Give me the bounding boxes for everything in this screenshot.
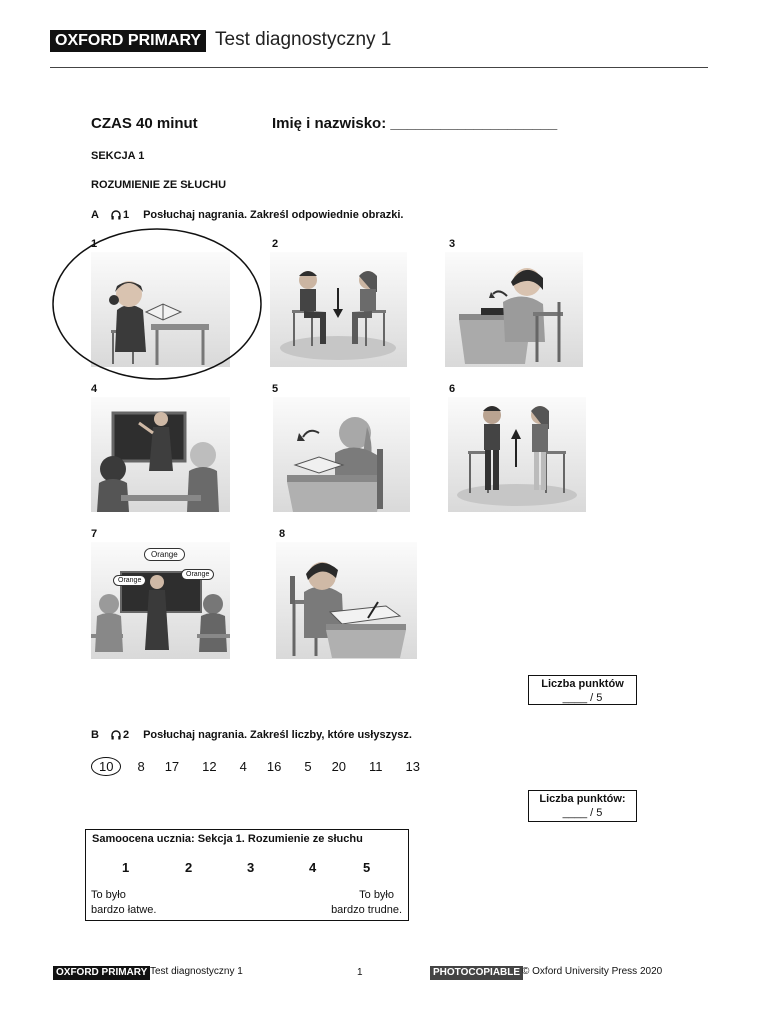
score-value: ____ / 5 [562, 692, 603, 704]
number-item: 17 [164, 759, 180, 774]
picture-number: 4 [91, 383, 98, 395]
number-item: 4 [239, 759, 247, 774]
number-item: 5 [304, 759, 312, 774]
time-label: CZAS 40 minut [91, 115, 198, 132]
photocopiable-badge: PHOTOCOPIABLE [430, 966, 523, 980]
answer-circle-picture-1 [50, 226, 266, 384]
number-item-circled: 10 [91, 757, 121, 776]
picture-boy-writing [276, 542, 417, 659]
picture-number: 8 [279, 528, 286, 540]
picture-number: 1 [91, 238, 98, 250]
headphones-icon [111, 210, 121, 220]
scale-option[interactable]: 1 [122, 860, 130, 875]
number-item: 20 [331, 759, 347, 774]
task-a-letter: A [91, 209, 99, 221]
page-title: Test diagnostyczny 1 [215, 29, 392, 50]
task-b-track: 2 [122, 729, 130, 741]
copyright: © Oxford University Press 2020 [522, 966, 663, 977]
picture-number: 5 [272, 383, 279, 395]
score-box-a [528, 675, 637, 705]
picture-number: 6 [449, 383, 456, 395]
number-item: 13 [405, 759, 421, 774]
number-item: 11 [369, 759, 383, 774]
task-a-instruction: Posłuchaj nagrania. Zakreśl odpowiednie obrazki. [143, 209, 404, 221]
task-b-letter: B [91, 729, 99, 741]
self-assessment-box [85, 829, 409, 921]
footer-title: Test diagnostyczny 1 [150, 966, 243, 977]
picture-closing-book [445, 252, 583, 367]
speech-bubble: Orange [113, 575, 146, 586]
picture-standing-up [448, 397, 586, 512]
picture-opening-book [273, 397, 410, 512]
speech-bubble: Orange [181, 569, 214, 580]
picture-teacher-at-board [91, 397, 230, 512]
hard-label-line2: bardzo trudne. [331, 904, 402, 916]
picture-saying-orange [91, 542, 230, 659]
picture-number: 3 [449, 238, 456, 250]
score-label: Liczba punktów: [539, 793, 626, 805]
picture-sitting-down [270, 252, 407, 367]
hard-label-line1: To było [359, 889, 394, 901]
section-title: ROZUMIENIE ZE SŁUCHU [91, 179, 227, 191]
score-label: Liczba punktów [541, 678, 624, 690]
task-b-instruction: Posłuchaj nagrania. Zakreśl liczby, które usłyszysz. [143, 729, 412, 741]
number-item: 8 [137, 759, 145, 774]
score-value: ____ / 5 [562, 807, 603, 819]
brand-label: OXFORD PRIMARY [50, 30, 206, 52]
picture-number: 7 [91, 528, 98, 540]
easy-label-line2: bardzo łatwe. [91, 904, 157, 916]
section-label: SEKCJA 1 [91, 150, 145, 162]
scale-option[interactable]: 4 [309, 860, 317, 875]
number-item: 16 [266, 759, 282, 774]
score-box-b [528, 790, 637, 822]
scale-option[interactable]: 3 [247, 860, 255, 875]
task-b-instruction-row [91, 729, 412, 741]
footer-brand: OXFORD PRIMARY [53, 966, 150, 980]
number-item: 12 [202, 759, 217, 774]
scale-option[interactable]: 2 [185, 860, 193, 875]
page-number: 1 [357, 967, 363, 978]
name-field-label: Imię i nazwisko: ____________________ [272, 115, 558, 132]
number-list [91, 757, 420, 776]
speech-bubble: Orange [144, 548, 185, 561]
headphones-icon [111, 730, 121, 740]
self-assessment-title: Samoocena ucznia: Sekcja 1. Rozumienie ze słuchu [92, 833, 363, 845]
picture-number: 2 [272, 238, 279, 250]
task-a-instruction-row [91, 209, 403, 221]
header-rule [50, 67, 708, 68]
easy-label-line1: To było [91, 889, 126, 901]
scale-option[interactable]: 5 [363, 860, 371, 875]
task-a-track: 1 [122, 209, 130, 221]
